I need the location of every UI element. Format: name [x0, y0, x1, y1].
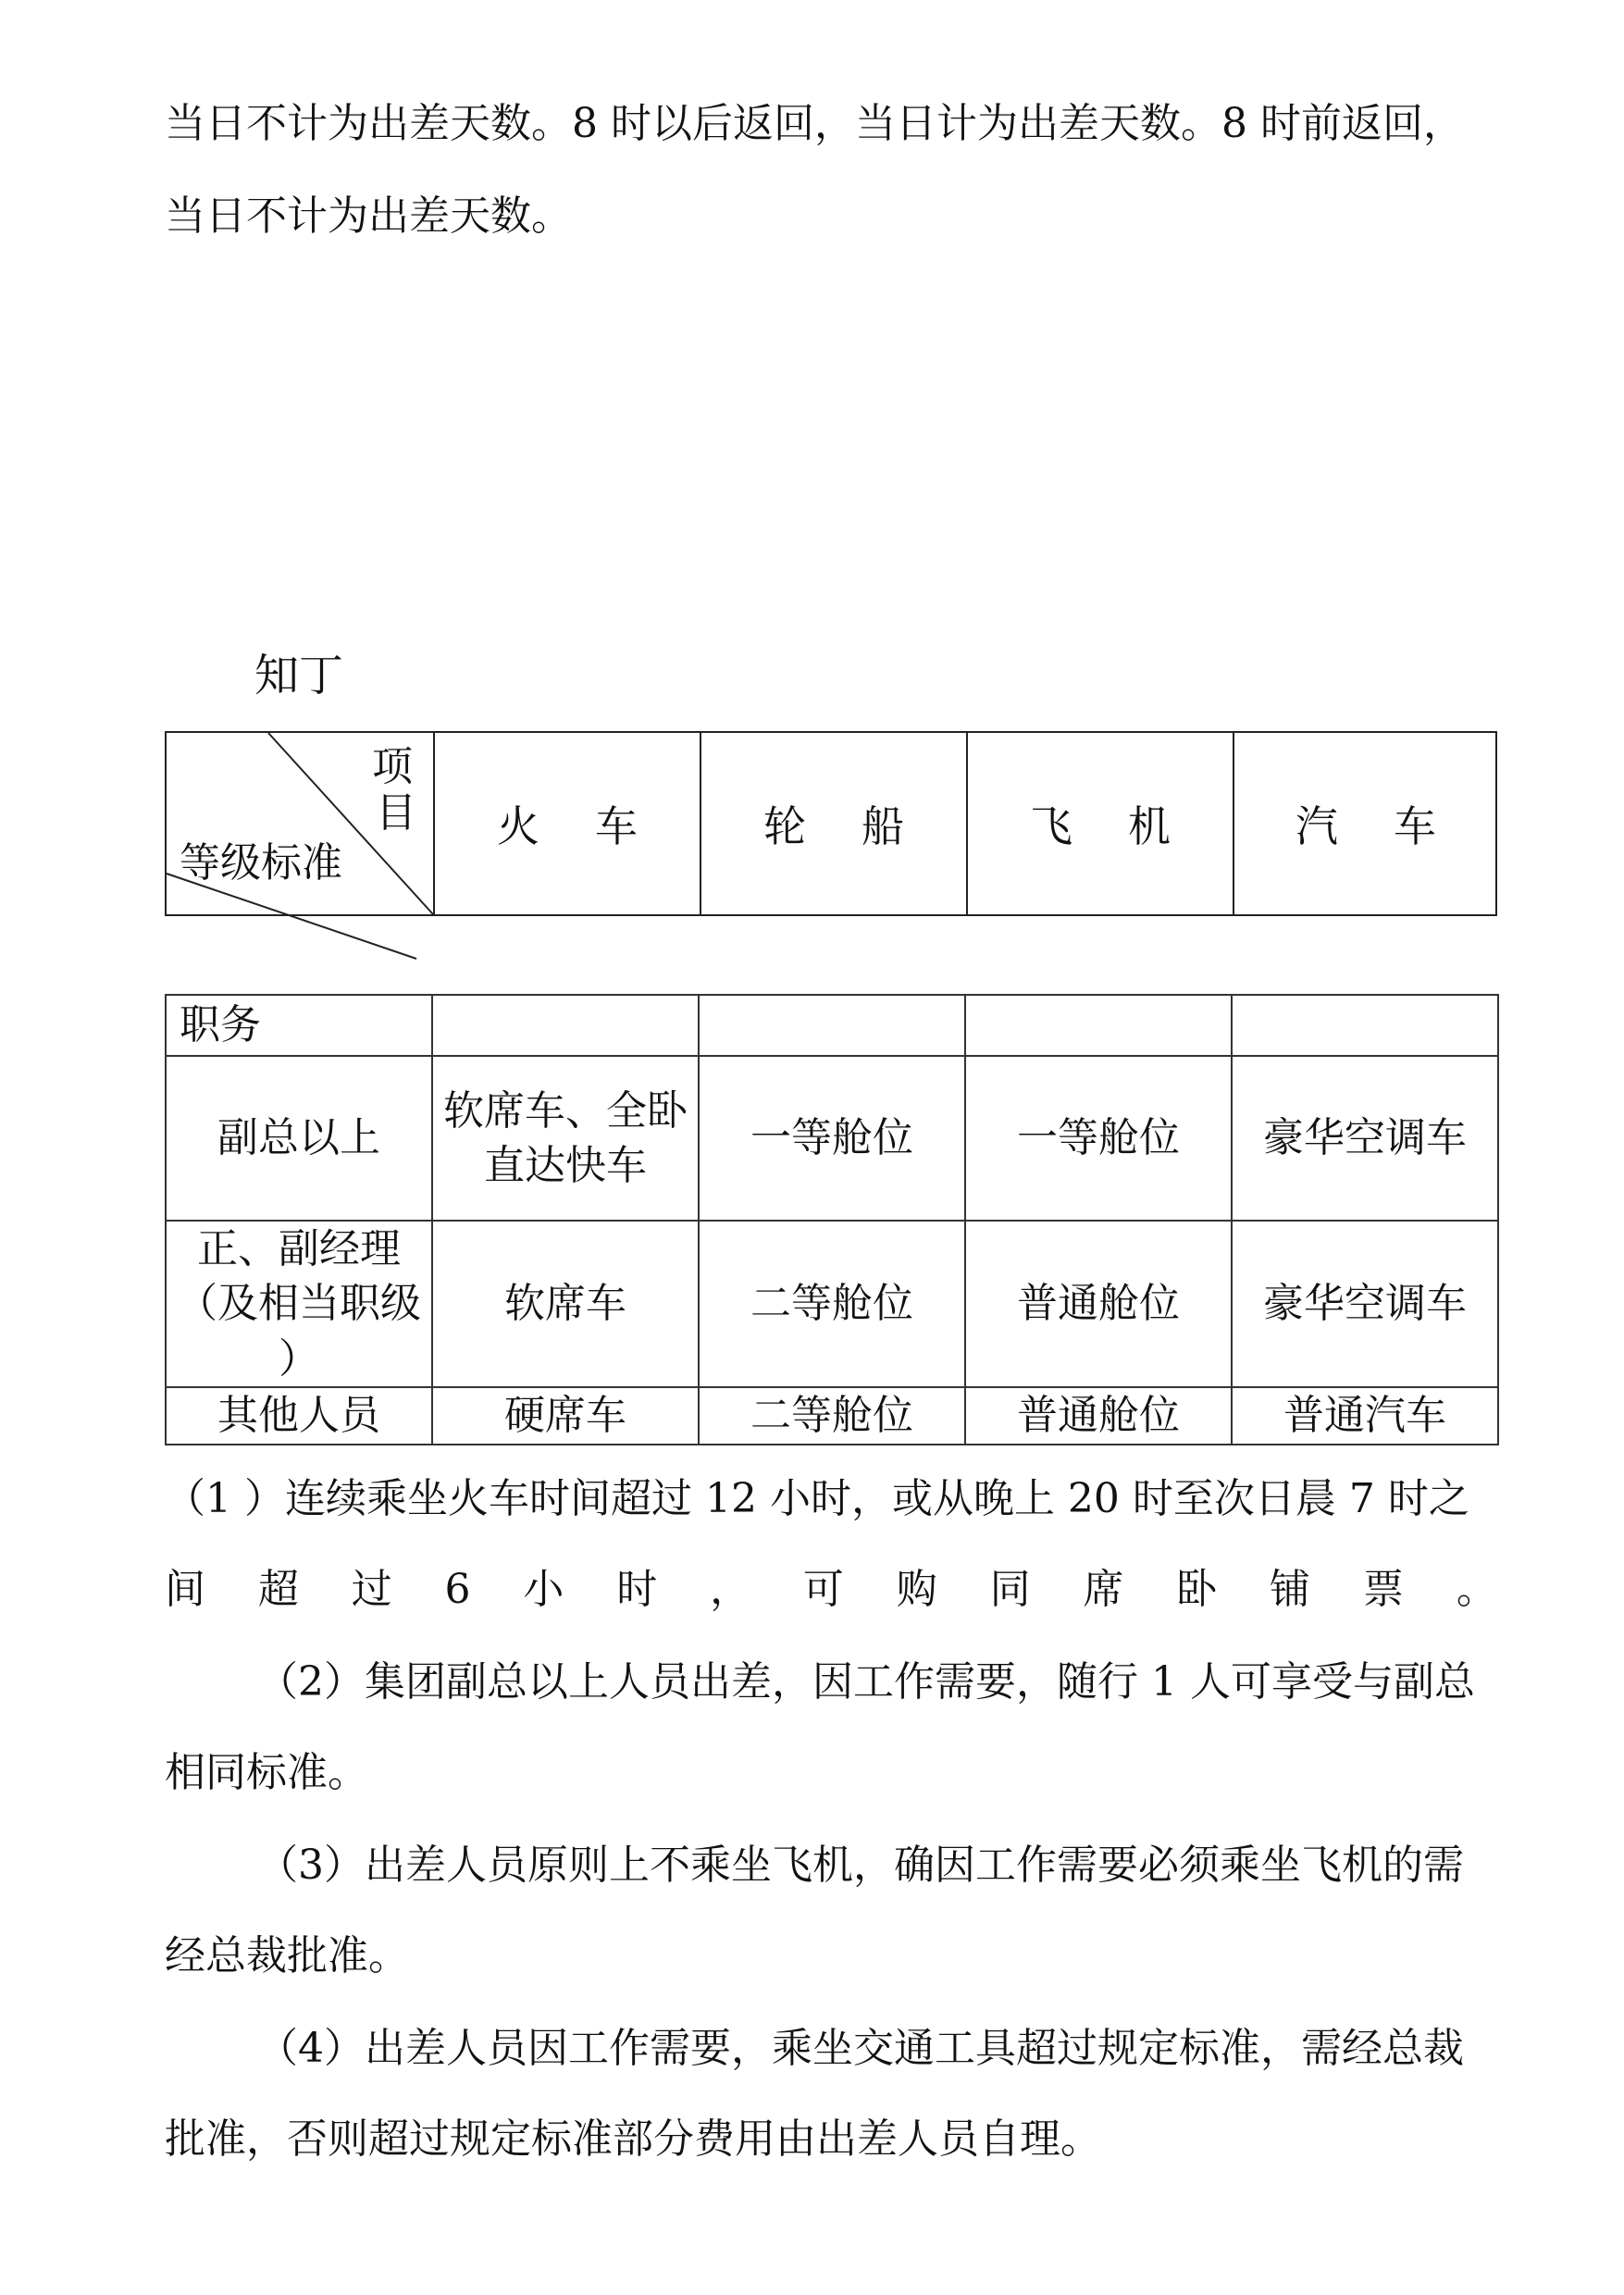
- char: 间: [165, 1566, 205, 1613]
- char: 购: [896, 1566, 937, 1613]
- car-cell: 豪华空调车: [1232, 1221, 1498, 1387]
- char: 小: [523, 1566, 564, 1613]
- table-row: [166, 1221, 1498, 1387]
- stray-mark: 知丁: [254, 650, 344, 701]
- corner-label-top: 项: [372, 743, 413, 790]
- row-header-cell: 职务: [166, 995, 432, 1056]
- train-cell: 软席车: [432, 1221, 699, 1387]
- char: 票: [1362, 1566, 1404, 1613]
- table-row: [166, 1387, 1498, 1445]
- char: 时: [616, 1566, 658, 1613]
- table-row: [166, 1056, 1498, 1221]
- header-car: 汽车: [1233, 733, 1497, 914]
- empty-cell: [965, 995, 1232, 1056]
- char: 6: [444, 1566, 471, 1613]
- intro-line-2: 当日不计为出差天数。: [165, 192, 572, 240]
- transport-standards-table: [165, 994, 1499, 1445]
- ship-cell: 一等舱位: [699, 1056, 965, 1221]
- ship-cell: 二等舱位: [699, 1387, 965, 1445]
- role-cell: 副总以上: [166, 1056, 432, 1221]
- char: 铺: [1270, 1566, 1311, 1613]
- char: 席: [1083, 1566, 1124, 1613]
- header-plane: 飞机: [966, 733, 1233, 914]
- corner-label-mid: 目: [376, 789, 416, 837]
- train-cell: 硬席车: [432, 1387, 699, 1445]
- empty-cell: [1232, 995, 1498, 1056]
- note-4-line-2: 批准，否则超过规定标准部分费用由出差人员自理。: [165, 2115, 1101, 2163]
- char: 可: [802, 1566, 844, 1613]
- empty-cell: [699, 995, 965, 1056]
- car-cell: 普通汽车: [1232, 1387, 1498, 1445]
- char: 。: [1456, 1566, 1497, 1613]
- table-header-row: [166, 995, 1498, 1056]
- note-3-line-1: （3）出差人员原则上不乘坐飞机，确因工作需要必须乘坐飞机的需: [257, 1842, 1464, 1889]
- plane-cell: 普通舱位: [965, 1387, 1232, 1445]
- intro-line-1: 当日不计为出差天数。8 时以后返回，当日计为出差天数。8 时前返回，: [165, 100, 1464, 147]
- note-1-line-2: [165, 1566, 1497, 1613]
- role-cell: 正、副经理 （及相当职级 ）: [166, 1221, 432, 1387]
- note-3-line-2: 经总裁批准。: [165, 1932, 409, 1979]
- char: 同: [989, 1566, 1031, 1613]
- header-ship: 轮船: [700, 733, 966, 914]
- ship-cell: 二等舱位: [699, 1221, 965, 1387]
- char: ，: [710, 1566, 751, 1613]
- plane-cell: 普通舱位: [965, 1221, 1232, 1387]
- header-train: 火车: [433, 733, 700, 914]
- note-2-line-1: （2）集团副总以上人员出差，因工作需要，随行 1 人可享受与副总: [257, 1658, 1475, 1706]
- note-4-line-1: （4）出差人员因工作需要，乘坐交通工具超过规定标准，需经总裁: [257, 2025, 1464, 2072]
- empty-cell: [432, 995, 699, 1056]
- note-2-line-2: 相同标准。: [165, 1749, 368, 1796]
- char: 卧: [1176, 1566, 1218, 1613]
- corner-label-bottom: 等级标准: [180, 839, 342, 887]
- plane-cell: 一等舱位: [965, 1056, 1232, 1221]
- char: 过: [351, 1566, 392, 1613]
- car-cell: 豪华空调车: [1232, 1056, 1498, 1221]
- train-cell: 软席车、全卧 直达快车: [432, 1056, 699, 1221]
- transport-header-table: [165, 731, 1497, 916]
- char: 超: [257, 1566, 299, 1613]
- note-1-line-1: （1 ）连续乘坐火车时间超过 12 小时，或从晚上 20 时至次日晨 7 时之: [165, 1475, 1469, 1522]
- role-cell: 其他人员: [166, 1387, 432, 1445]
